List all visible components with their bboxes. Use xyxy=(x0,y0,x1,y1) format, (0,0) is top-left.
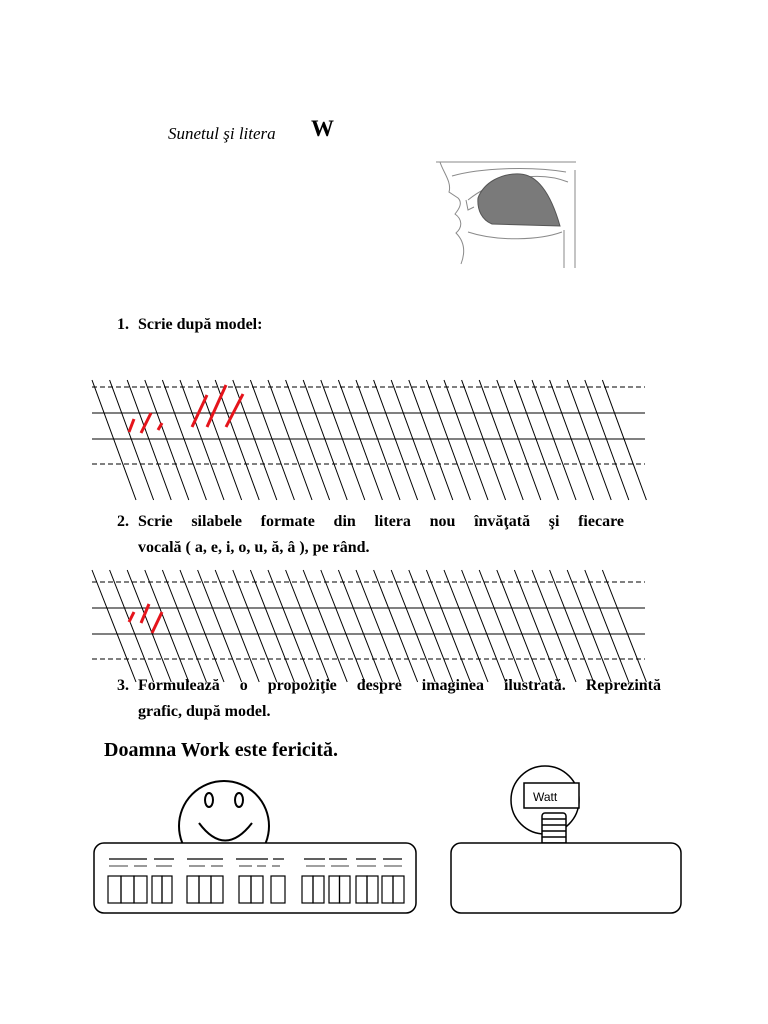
slant-guide-line xyxy=(110,380,154,500)
slant-guide-line xyxy=(550,570,594,682)
slant-guide-line xyxy=(92,570,136,682)
smiley-right-eye xyxy=(235,793,243,807)
writing-lines-exercise-1 xyxy=(92,380,646,500)
task-1-number: 1. xyxy=(117,316,129,333)
slant-guide-line xyxy=(127,380,171,500)
slant-guide-line xyxy=(602,380,646,500)
lesson-letter: W xyxy=(311,116,334,141)
slant-guide-line xyxy=(162,380,206,500)
slant-guide-line xyxy=(532,570,576,682)
slant-guide-line xyxy=(462,380,506,500)
writing-lines-exercise-2 xyxy=(92,570,646,682)
slant-guide-line xyxy=(550,380,594,500)
slant-guide-line xyxy=(127,570,171,682)
model-letter-stroke xyxy=(207,385,226,427)
lower-jaw xyxy=(468,232,562,239)
slant-guide-line xyxy=(497,570,541,682)
slant-guide-line xyxy=(303,380,347,500)
slant-guide-line xyxy=(444,570,488,682)
slant-guide-line xyxy=(567,570,611,682)
slant-guide-line xyxy=(479,570,523,682)
slant-guide-line xyxy=(532,380,576,500)
slant-guide-line xyxy=(268,380,312,500)
slant-guide-line xyxy=(180,380,224,500)
slant-guide-line xyxy=(92,380,136,500)
slant-guide-line xyxy=(250,380,294,500)
slant-guide-line xyxy=(444,380,488,500)
slant-guide-line xyxy=(215,570,259,682)
slant-guide-line xyxy=(321,380,365,500)
slant-guide-line xyxy=(374,380,418,500)
slant-guide-line xyxy=(145,570,189,682)
slant-guide-line xyxy=(567,380,611,500)
model-letter-stroke xyxy=(152,612,162,633)
example-sentence: Doamna Work este fericită. xyxy=(104,739,339,761)
slant-guide-line xyxy=(409,380,453,500)
smiley-left-eye xyxy=(205,793,213,807)
slant-guide-line xyxy=(268,570,312,682)
model-letter-stroke xyxy=(129,419,134,432)
slant-guide-line xyxy=(602,570,646,682)
slant-guide-line xyxy=(514,570,558,682)
slant-guide-line xyxy=(409,570,453,682)
bulb-label: Watt xyxy=(533,790,558,804)
slant-guide-line xyxy=(286,380,330,500)
slant-guide-line xyxy=(391,570,435,682)
slant-guide-line xyxy=(233,570,277,682)
task-2-text-line-2: vocală ( a, e, i, o, u, ă, â ), pe rând. xyxy=(138,539,370,556)
slant-guide-line xyxy=(426,380,470,500)
slant-guide-line xyxy=(356,570,400,682)
task-2-text-line-1: Scrie silabele formate din litera nou învăţată şi fiecare xyxy=(138,513,624,530)
light-bulb xyxy=(511,766,579,848)
slant-guide-line xyxy=(426,570,470,682)
slant-guide-line xyxy=(356,380,400,500)
slant-guide-line xyxy=(374,570,418,682)
slant-guide-line xyxy=(585,570,629,682)
slant-guide-line xyxy=(215,380,259,500)
slant-guide-line xyxy=(145,380,189,500)
task-3-text-line-2: grafic, după model. xyxy=(138,703,271,720)
slant-guide-line xyxy=(462,570,506,682)
slant-guide-line xyxy=(338,380,382,500)
slant-guide-line xyxy=(250,570,294,682)
slant-guide-line xyxy=(497,380,541,500)
task-1-text: Scrie după model: xyxy=(138,316,263,333)
slant-guide-line xyxy=(391,380,435,500)
model-letter-stroke xyxy=(129,612,134,622)
slant-guide-line xyxy=(110,570,154,682)
slant-guide-line xyxy=(585,380,629,500)
slant-guide-line xyxy=(338,570,382,682)
slant-guide-line xyxy=(321,570,365,682)
smiley-mouth xyxy=(199,823,252,841)
task-3-text-line-1: Formulează o propoziţie despre imaginea ilustrată. Reprezintă xyxy=(138,677,661,694)
task-2-number: 2. xyxy=(117,513,129,530)
slant-guide-line xyxy=(514,380,558,500)
upper-teeth xyxy=(466,200,474,210)
slant-guide-line xyxy=(198,570,242,682)
slant-guide-line xyxy=(479,380,523,500)
sentence-scheme-model xyxy=(94,843,416,913)
empty-answer-box xyxy=(451,843,681,913)
slant-guide-line xyxy=(286,570,330,682)
tongue xyxy=(478,174,560,226)
face-profile xyxy=(440,162,464,264)
mouth-articulation-diagram xyxy=(436,162,576,268)
model-letter-stroke xyxy=(192,395,207,427)
slant-guide-line xyxy=(180,570,224,682)
model-letter-stroke xyxy=(158,423,162,430)
slant-guide-line xyxy=(303,570,347,682)
model-letter-stroke xyxy=(226,394,243,427)
lesson-title: Sunetul şi litera xyxy=(168,124,276,143)
slant-guide-line xyxy=(162,570,206,682)
task-3-number: 3. xyxy=(117,677,129,694)
